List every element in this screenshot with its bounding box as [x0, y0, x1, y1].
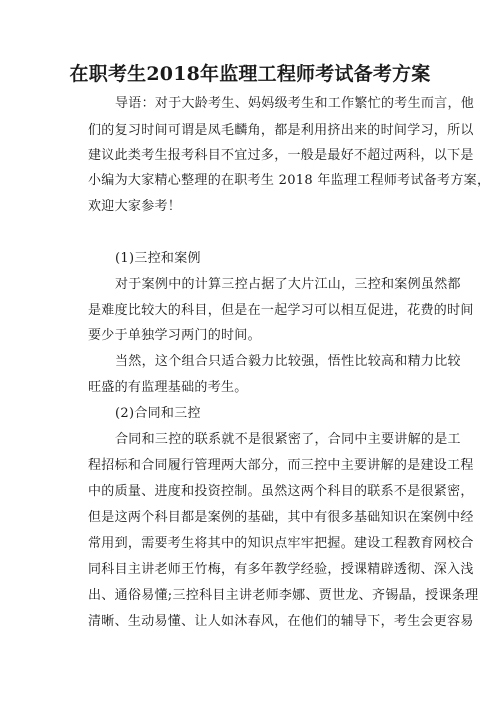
document-title: 在职考生2018年监理工程师考试备考方案 — [69, 63, 431, 85]
section2-para1-line-3: 中的质量、进度和投资控制。虽然这两个科目的联系不是很紧密， — [88, 484, 474, 499]
section2-para1-line-8: 清晰、生动易懂、让人如沐春风，在他们的辅导下，考生会更容易 — [88, 614, 474, 629]
section1-para1-line-1: 对于案例中的计算三控占据了大片江山，三控和案例虽然都 — [115, 277, 461, 292]
section1-para2-line-2: 旺盛的有监理基础的考生。 — [88, 380, 248, 395]
section2-para1-line-2: 程招标和合同履行管理两大部分，而三控中主要讲解的是建设工程 — [88, 458, 474, 473]
section2-heading: (2)合同和三控 — [115, 406, 201, 421]
section2-para1-line-6: 同科目主讲老师王竹梅，有多年教学经验，授课精辟透彻、深入浅 — [88, 562, 474, 577]
intro-line-1: 导语：对于大龄考生、妈妈级考生和工作繁忙的考生而言，他 — [115, 96, 475, 111]
section2-para1-line-5: 常用到，需要考生将其中的知识点牢牢把握。建设工程教育网校合 — [88, 536, 474, 551]
intro-line-4: 小编为大家精心整理的在职考生 2018 年监理工程师考试备考方案， — [88, 173, 491, 188]
section2-para1-line-1: 合同和三控的联系就不是很紧密了，合同中主要讲解的是工 — [115, 432, 461, 447]
section1-heading: (1)三控和案例 — [115, 251, 201, 266]
intro-line-2: 们的复习时间可谓是凤毛麟角，都是利用挤出来的时间学习，所以 — [88, 123, 474, 138]
section2-para1-line-7: 出、通俗易懂;三控科目主讲老师李娜、贾世龙、齐锡晶，授课条理 — [88, 588, 479, 603]
intro-line-5: 欢迎大家参考！ — [88, 199, 182, 214]
intro-line-3: 建议此类考生报考科目不宜过多，一般是最好不超过两科，以下是 — [88, 148, 474, 163]
section1-para1-line-2: 是难度比较大的科目，但是在一起学习可以相互促进，花费的时间 — [88, 303, 474, 318]
section1-para2-line-1: 当然，这个组合只适合毅力比较强，悟性比较高和精力比较 — [115, 354, 461, 369]
section2-para1-line-4: 但是这两个科目都是案例的基础，其中有很多基础知识在案例中经 — [88, 510, 474, 525]
section1-para1-line-3: 要少于单独学习两门的时间。 — [88, 328, 261, 343]
